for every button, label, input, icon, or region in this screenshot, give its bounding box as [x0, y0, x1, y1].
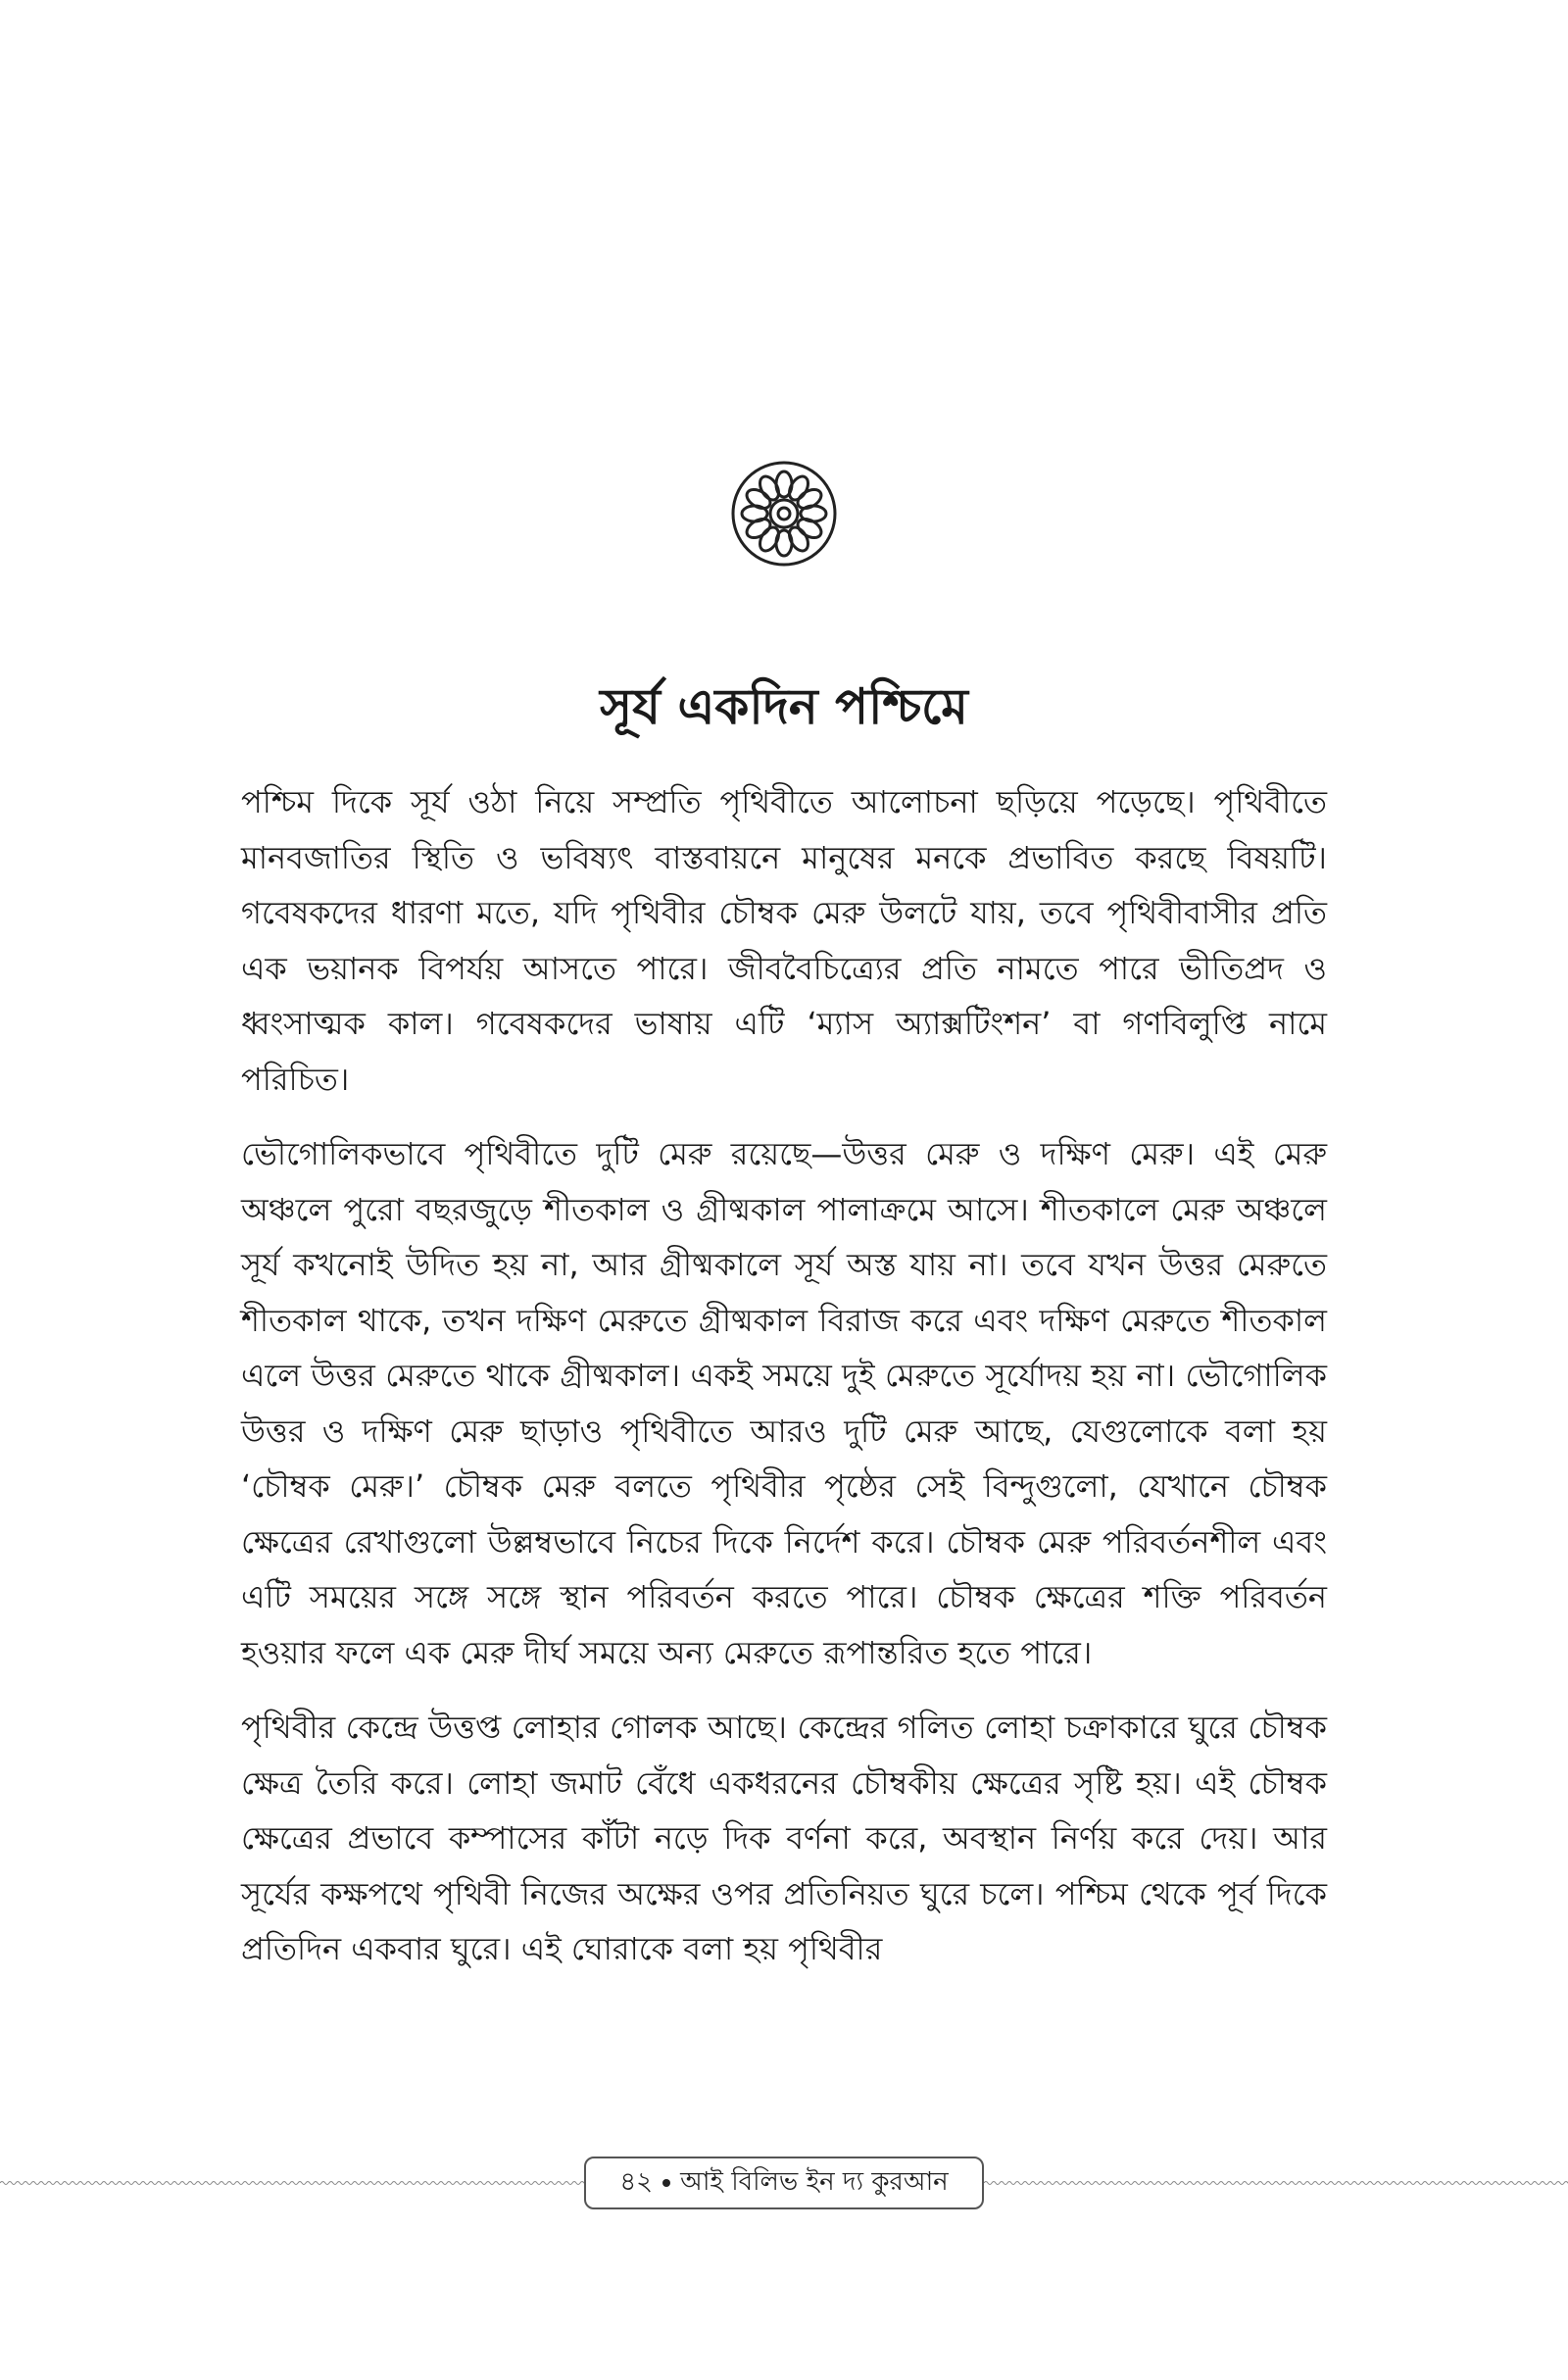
- footer-divider-right: [984, 2180, 1568, 2186]
- footer-divider-left: [0, 2180, 584, 2186]
- body-text: [241, 774, 1327, 1997]
- chapter-title: সূর্য একদিন পশ্চিমে: [600, 678, 968, 735]
- paragraph: পৃথিবীর কেন্দ্রে উত্তপ্ত লোহার গোলক আছে। কেন্দ্রের গলিত লোহা চক্রাকারে ঘুরে চৌম্বক ক্ষেত্র তৈরি করে। লোহা জমাট বেঁধে একধরনের চৌম্বকীয় ক্ষেত্রের সৃষ্টি হয়। এই চৌম্বক ক্ষেত্রের প্রভাবে কম্পাসের কাঁটা নড়ে দিক বর্ণনা করে, অবস্থান নির্ণয় করে দেয়। আর সূর্যের কক্ষপথে পৃথিবী নিজের অক্ষের ওপর প্রতিনিয়ত ঘুরে চলে। পশ্চিম থেকে পূর্ব দিকে প্রতিদিন একবার ঘুরে। এই ঘোরাকে বলা হয় পৃথিবীর: [241, 1709, 1327, 1967]
- book-title: আই বিলিভ ইন দ্য কুরআন: [680, 2167, 949, 2197]
- page-footer: [584, 2157, 984, 2209]
- page-number: ৪২: [619, 2167, 654, 2197]
- flower-medallion-icon: [729, 459, 839, 569]
- paragraph: ভৌগোলিকভাবে পৃথিবীতে দুটি মেরু রয়েছে—উত্তর মেরু ও দক্ষিণ মেরু। এই মেরু অঞ্চলে পুরো বছরজুড়ে শীতকাল ও গ্রীষ্মকাল পালাক্রমে আসে। শীতকালে মেরু অঞ্চলে সূর্য কখনোই উদিত হয় না, আর গ্রীষ্মকালে সূর্য অস্ত যায় না। তবে যখন উত্তর মেরুতে শীতকাল থাকে, তখন দক্ষিণ মেরুতে গ্রীষ্মকাল বিরাজ করে এবং দক্ষিণ মেরুতে শীতকাল এলে উত্তর মেরুতে থাকে গ্রীষ্মকাল। একই সময়ে দুই মেরুতে সূর্যোদয় হয় না। ভৌগোলিক উত্তর ও দক্ষিণ মেরু ছাড়াও পৃথিবীতে আরও দুটি মেরু আছে, যেগুলোকে বলা হয় ‘চৌম্বক মেরু।’ চৌম্বক মেরু বলতে পৃথিবীর পৃষ্ঠের সেই বিন্দুগুলো, যেখানে চৌম্বক ক্ষেত্রের রেখাগুলো উল্লম্বভাবে নিচের দিকে নির্দেশ করে। চৌম্বক মেরু পরিবর্তনশীল এবং এটি সময়ের সঙ্গে সঙ্গে স্থান পরিবর্তন করতে পারে। চৌম্বক ক্ষেত্রের শক্তি পরিবর্তন হওয়ার ফলে এক মেরু দীর্ঘ সময়ে অন্য মেরুতে রূপান্তরিত হতে পারে।: [241, 1135, 1328, 1671]
- separator-dot: [662, 2179, 670, 2187]
- paragraph: পশ্চিম দিকে সূর্য ওঠা নিয়ে সম্প্রতি পৃথিবীতে আলোচনা ছড়িয়ে পড়েছে। পৃথিবীতে মানবজাতির স্থিতি ও ভবিষ্যৎ বাস্তবায়নে মানুষের মনকে প্রভাবিত করছে বিষয়টি। গবেষকদের ধারণা মতে, যদি পৃথিবীর চৌম্বক মেরু উলটে যায়, তবে পৃথিবীবাসীর প্রতি এক ভয়ানক বিপর্যয় আসতে পারে। জীববৈচিত্র্যের প্রতি নামতে পারে ভীতিপ্রদ ও ধ্বংসাত্মক কাল। গবেষকদের ভাষায় এটি ‘ম্যাস অ্যাক্সটিংশন’ বা গণবিলুপ্তি নামে পরিচিত।: [241, 783, 1327, 1098]
